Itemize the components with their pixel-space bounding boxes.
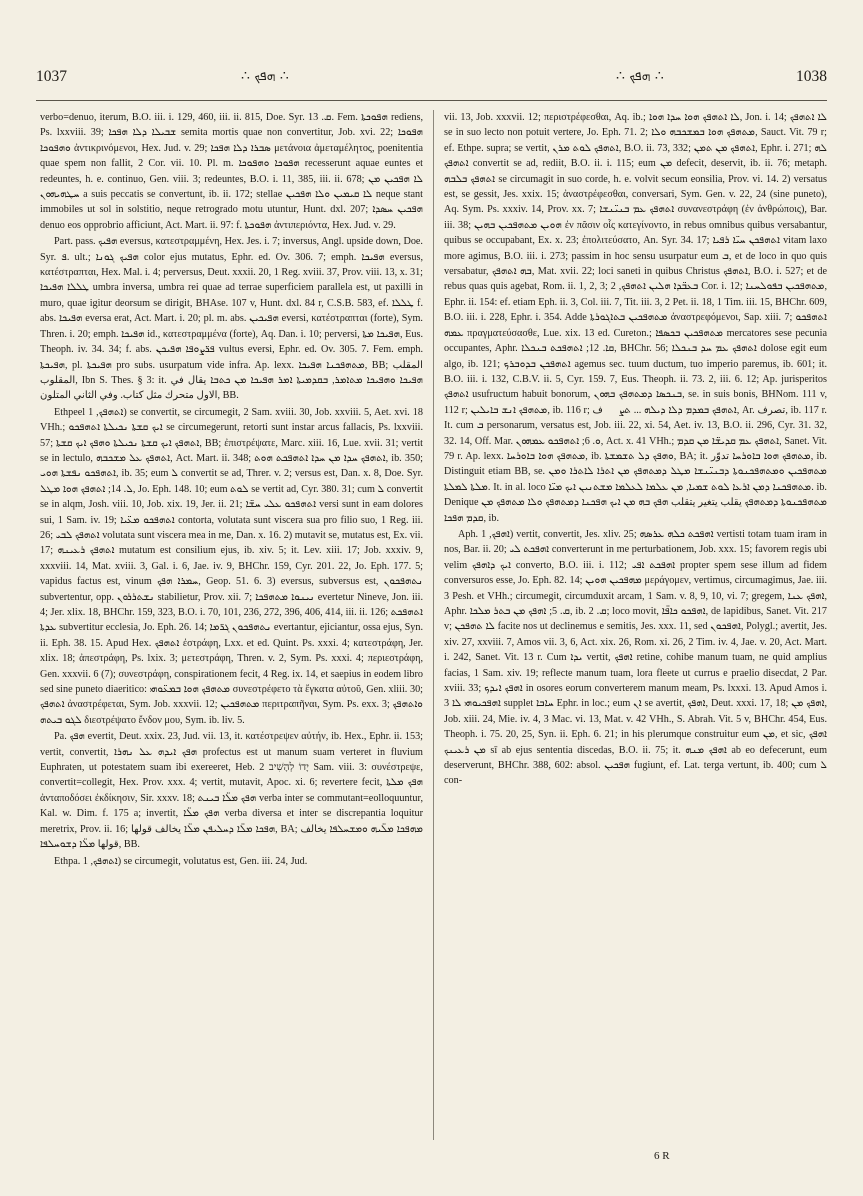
entry-paragraph: Ethpa. ܐܬܗܦܟ, 1) se circumegit, volutatus est, Gen. iii. 24, Jud. xyxy=(54,855,308,867)
entry-paragraph: vii. 13, Job. xxxvii. 12; περιστρέφεσθαι, Aq. ib.; ܠܐ ܐܬܗܦܟ ܗܘܐ ܚܕܐ ܗܘܐ, Jon. i. 14; ܠܐ ܐܬܗܦܟ se in suo lecto non potuit vertere, Jo. Eph. 71. 2; ܡܬܗܦܟ ܗܘܐ ܒܡܫܟܒܗ ܘܠܐ, Sauct. Vit. 79 r; ef. Ethpe. supra; se vertit, ܐܬܗܦܟ ܠܘܬ ܡܪܢ, B.O. ii. 73, 332; ܐܬܗܦܟ ܡܢ ܬܡܢ, Ephr. i. 271; ܠܗ ܐܬܗܦܟ convertit se ad, rediit, B.O. ii. i. 115; eum ܡܢ defecit, deservit, ib. ii. 76; metaph. ܐܬܗܦܟ ܒܠܒܗ se circumagit in suo corde, h. e. volvit secum eonsilia, Prov. vi. 14. 2) versatus est, se gessit, Jes. xxix. 15; ἀναστρέφεσθαι, conversari, Sym. Gen. v. 22, 24 (sine puneto), Aq. Sym. Ps. xxxiv. 14, Prov. xx. 7; ܐܬܗܦܟ ܥܡ ܒܢܝ̈ܢܫܐ συνανεστράφη (ἐν ἀνθρώποις), Bar. iii. 38; ܗܘܝܢ ܡܬܗܦܟܝܢ ܒܗܝܢ ἐν πᾶσιν οἷς κατεγίνοντο, in rebus omnibus quibus versabantur, quibus se occupabant, Ex. x. 23; ἐπολιτεύσατο, An. Syr. 34. 17; ܐܬܗܦܟܢ ܚܝ̈ܐ ܪܦܝܐ vitam laxo more agimus, B.O. iii. i. 273; passim in hoc sensu usurpatur eum ܒ, et de loco in quo quis versabatur, ܒܗ ܐܬܗܦܟ, Mat. xvii. 22; loci saneti in quibus Christus ܐܬܗܦܟ, B.O. i. 527; et de rebus quas quis agebat, Rom. ii. 1, 2, 3; ܒܥܒ̈ܕܐ ܗܠܝܢ ܐܬܗܦܟ, 2 Cor. i. 12; ܡܬܗܦܟܝܢ ܒܦܘܠܚܢܐ, Ephr. ii. 154: ef. etiam Eph. ii. 3, Col. iii. 7, Tit. iii. 3, 2 Pet. ii. 18, 1 Tim. iii. 15, BHChr. 609, B.O. iii. i. 228, Ephr. i. 354. Adde ܡܬܗܦܟܝܢ ܒܬܐܓܘܪܬܐ ἀναστρεφόμενοι, Sap. xiii. 7; ܐܬܗܦܟܘ ܥܡܗ πραγματεύσασθε, Lue. xix. 13 ed. Cureton.; ܡܬܗܦܟܝܢ ܒܟܣܦܐ mercatores sese pecunia occupantes, Aphr. ܩܐ. 12; ܐܬܗܦܟܬ ܒܢܟܠܐ, BHChr. 56; ܐܬܗܦܟ ܥܡ ܚܕ ܒܢܟܠܐ dolose egit eum algo, ib. 121; ܐܬܗܦܟܢ ܒܕܘܒܪܟ agemus sec. tuum ductum, tuo imperio paremus, ib. 601; it. B.O. iii. i. 132, C.B.V. ii. 5, Cyr. 159. 7, Eus. Theoph. ii. 73. 2, iii. 6. 12; Ap. jurisperitos ܐܬܗܦܟ usufructum habuit bonorum, ܒܢܟܣܐ ܕܡܬܗܦܟ ܒܗܘܢ, se. in suis bonis, BHNom. 111 v, 112 r; ܡܬܗܦܟ ܐܢܫ ܒܐܝܠܝܢ, ib. 116 r; ܐܬܗܦܟ ܒܡܕܡ ܕܠܐ ܕܝܠܗ ... ܬܨܪّف, Ar. تصرف, ib. 117 r. It. cum ܒ personarum, versatus est, Job. iii. 22, xi. 54, Aet. iv. 13, B.O. ii. 296, Cyr. 31. 32, 32. 14, Off. Mar. ܘ. 6; ܐܬܗܦܟܘ ܥܡܗܘܢ, Act. x. 41 VHh.; ܐܬܗܦܟ ܥܡ ܩܕܝܫ̈ܐ ܡܢ ܩܕܡ, Sanet. Vit. 79 r. Ap. lexx. ܡܬܗܦܟ ܗܘܐ ܒܐܘܪܚܐ, ib. ܘܗܦܟ ܕܠ ܬܫܡܫܬܐ, BA; it. ܡܬܗܦܟ ܗܘܐ ܒܐܘܪܚܐ تدوّر, ib. Distinguit etiam BB, se. ܡܬܗܦܟܝܢ ܘܡܬܗܦܟܢܘܬܐ ܕܒܢܝ̈ܢܫܐ ܡܛܠ ܕܡܬܗܦܟ ܡܢ ܐܬܪܐ ܠܐܬܪܐ ܘܡܢ ܡܠܬܐ ܠܡܠܬܐ. It. in al. loco ܡܬܗܦܟܢܐ ܕܡܢ ܐܪܥܐ ܠܘܬ ܫܡܝܐ, ܡܢ ܥܠܡܐ ܠܥܠܡܐ ܡܫܬܢܝܢ ܐܝܟ ܡܝ̈ܐ. ib. Denique ܡܬܗܦܟܢܘܬܐ ܕܡܬܗܦܟ يقلب يتغير يتقلب ܗܦܟ ܒܗ ܡܢ ܐܝܟ ܗܦܟܢܐ ܕܡܬܗܦܟ ܘܠܐ ܡܬܗܦܟ ܡܢ ܩܕܡ ܗܦܟܐ, ib. xyxy=(444,112,827,524)
entry-paragraph: Aph. ܐܗܦܟ, 1) vertit, convertit, Jes. xliv. 25; ܐܗܦܟܬ ܟܠܗ ܥܪܣܗ vertisti totam tuam iram in nos, Bar. ii. 20; ܐܗܦܟܬ ܠܝ converterunt in me perturbationem, Job. xxx. 15; favorem regis ubi velim ܐܝܟ ܕܐܗܦܟ converto, B.O. iii. i. 112; ܐܗܦܟܬ ܐܦܝ propter spem sese illum ad fidem conversuros esse, Jo. Eph. 82. 14; ܡܗܦܟܝܢ ܗܘܝܢ μεράγομεν, vertimus, circumagimus, Jae. iii. 3 Pesh. et VHh.; circumegit, circumduxit arcam, 1 Sam. v. 8, 9, 10, vi. 7; gregem, ܐܗܦܟ ܥܢܐ, Aphr. ܩ. 5; ܐܗܦܟ ܡܢ ܒܬܪ ܡܠܟܐ, ib. ܩ. 2; loco movit, ܐܗܦܟܘ ܟܐܦ̈ܐ, de lapidibus, Sanet. Vit. 217 v; ܠܐ ܬܗܦܟܢ facite nos ut declinemus e semitis, Jes. xxx. 11, sed ܐܗܦܟܘܢ, Polygl.; avertit, Jes. xiv. 27, xxviii. 7, Amos vii. 3, 6, Act. xix. 26, Rom. xi. 26, 2 Tim. iv. 4, Jae. v. 20, Act. Mart. i. 242, Sanet. Vit. 13 r. Cum ܝܕܐ vertit, ܐܗܦܟ retine, cohibe manum tuam, ne quid amplius facias, 1 Sam. xiv. 19; reflecte manum tuam, lora fleete ut currus e praelio disecdat, 2 Par. xviii. 33; ܐܗܦܟ ܐܝܕܟ in osores eorum converterem manum meam, Ps. lxxxi. 13. Apud Amos i. 3 ܐܗܦܟܝܘܗܝ ܠܐ supplet ܚܐܒܐ Ephr. in loc.; eum ܐܢ se avertit, ܐܗܦܟ, Deut. xxxi. 17, 18; ܐܗܦܟ ܡܢ, Job. xiii. 24, Mie. iv. 4, 3 Mac. vi. 13, Mat. v. 42 VHh., S. Abrah. Vit. 5 v, BHChr. 454, Eus. Theoph. i. 75. 20, 25, Syn. ii. Eph. 6. 21; in his plerumque construitur eum ܡܢ, et sic, ܐܗܦܟ ܡܢ ܪܥܝܢܟ sī ab ejus sententia discedas, B.O. ii. 75; it. ܐܗܦܟ ܡܢܗ ab eo defecerunt, eum deserverunt, BHChr. 388, 602: absol. ܗܦܟܝܢ fugiunt, ef. Lat. terga vertunt, ib. 400; cum ܠ con- xyxy=(444,528,827,787)
entry-paragraph: verbo=denuo, iterum, B.O. iii. i. 129, 460, iii. ii. 815, Doe. Syr. ܩ. 13. Fem. ܗܦܘܟܬܐ rediens, Ps. lxxviii. 39; ܫܒܝܠܐ ܕܠܐ ܗܦܟܐ semita mortis quae non convertitur, Job. xvi. 22; ܗܦܘܟܐ ܘܗܦܘܟܐ ἀντικρινόμενοι, Hex. Jud. v. 29; ܣܒܪܐ ܕܠܐ ܗܦܟܐ μετάνοια ἀμεταμέλητος, poenitentia quae spem non fallit, 2 Cor. vii. 10. Pl. m. ܗܦܘܟܐ ܘܗܦܘܟܐ recesserunt aquae euntes et redeuntes, h. e. continuo, Gen. viii. 3; redeuntes, B.O. i. 11, 385, iii. ii. 678; ܠܐ ܗܦܟܝܢ ܡܢ ܚܛܗܝܗܘܢ a suis peccatis se convertunt, ib. ii. 172; stellae ܠܐ ܩܝܡܝܢ ܘܠܐ ܗܦܟܝܢ neque stant immobiles ut sol in solstitio, neque retrogrado motu utuntur, Hunt. dxl. 207; ܗܦܟܝܢ ܚܣܕܐ denuo eos opprobrio afficiunt, Act. Mart. ii. 97: f. ܗܦܘܟܬܐ ἀντιπεριόντα, Hex. Jud. v. 29. xyxy=(40,112,423,231)
header-rule xyxy=(36,100,827,101)
left-column xyxy=(40,110,423,1150)
right-page-number: 1038 xyxy=(796,68,827,85)
entry-paragraph: Pa. ܗܦܟ evertit, Deut. xxix. 23, Jud. vii. 13, it. κατέστρεψεν αὐτήν, ib. Hex., Ephr. ii. 153; vertit, convertit, ܗܦܟ ܐܝܕܗ ܥܠ ܢܗܪܐ profectus est ut manum suam verteret in fluvium Euphraten, ut potestatem suam ibi exereeret, Heb. יָדוֹ לְהָשִׁיב 2 Sam. viii. 3: συνέστρεψε, convertit=collegit, Hex. Prov. xxx. 4; vertit, mutavit, Apoc. xi. 6; revertere fecit, ܗܦܟ ܡܠܬܐ ἀνταποδόσει ἐκδίκησιν, Sir. xxxv. 18; ܗܦܟ ܡܠ̈ܐ ܒܝܢܬ verba inter se commutant=eolloquuntur, Kal. w. Dim. f. 175 a; invertit, ܗܦܟ ܡܠ̈ܐ verba diversa et inter se discrepantia loquitur meretrix, Prov. ii. 16; ܗܦܟܐ ܡܠ̈ܐ ܕܚܠܝܦܢ ܡܠ̈ܐ يخالف قولها, BA; ܡܗܦܟܐ ܡܠ̈ܝܗ ܘܡܫܚܠܦܐ يخالف قولها ܡܠ̈ܐ ܕܫܘܚܠܦܐ, BB. xyxy=(40,731,423,851)
entry-paragraph: Part. pass. ܗܦܝܟ eversus, κατεστραμμένη, Hex. Jes. i. 7; inversus, Angl. upside down, Doe. Syr. ܦ. ult.; ܗܦܝܟ ܓܘܢܐ color ejus mutatus, Ephr. ed. Ov. 306. 7; emph. ܗܦܝܟܐ eversus, κατέστραπται, Hex. Mal. i. 4; perversus, Deut. xxxii. 20, 1 Reg. xviii. 37, Prov. viii. 13, x. 31; ܛܠܠܐ ܗܦܝܟܐ umbra inversa, umbra rei quae ad terrae superficiem parallela est, ut paxilli in muro, quae igitur deorsum se dirigit, BHAse. 107 v, Hunt. dxl. 84 r, C.S.B. 583, ef. ܛܠܠܐ f. abs. ܗܦܝܟܐ eversa erat, Act. Mart. i. 20; pl. m. abs. ܗܦܝܟܝܢ eversi, κατέστραπται (forte), Sym. Thren. i. 20; emph. ܗܦܝܟܐ id., κατεστραμμένα (forte), Aq. Dan. i. 10; perversi, ܗܦܝܟܐ ܡܬܐ, Eus. Theoph. iv. 34. 34; f. abs. ܦܪ̈ܨܘܦܐ ܗܦܝܟܢ vultus eversi, Ephr. ed. Ov. 305. 7. Fem. emph. ܗܦܝܟܬܐ, pl. ܗܦܝܟܬܐ pro subs. usurpatum vide infra. Ap. lexx. ܡܬܗܦܟܢܐ ܗܦܝܟܐ, BB; المقلب المقلوب, Ibn S. Thes. § 3: it. ܗܦܝܟܐ ܘܗܦܝܟܐ ܡܬܐܡܪ, ܒܩܕܡܝܬܐ ܐܡܪ ܗܦܝܟܐ ܡܢ ܟܬܒܐ يقال في الاول متحرك مثل كتاب. وفي الثاني المتلون, BB. xyxy=(40,236,423,402)
page-header xyxy=(36,62,827,92)
right-column xyxy=(444,110,827,1150)
entry-paragraph: Ethpeel ܐܬܗܦܟ, 1) se convertit, se circumegit, 2 Sam. xviii. 30, Job. xxviii. 5, Aet. xvi. 18 VHh.; ܐܝܟ ܩܫܬܐ ܢܟܝܠܬܐ ܐܬܗܦܟܘ se circumegerunt, retorti sunt instar arcus fallacis, Ps. lxxviii. 57; ܐܬܗܦܟ ܐܝܟ ܩܫܬܐ ܢܟܝܠܬܐ ܘܗܦܟ ܐܝܟ ܩܫܬܐ, BB; ἐπιστρέψατε, Marc. xiii. 16, Lue. xvii. 31; vertit se in lectulo, ܐܬܗܦܟ ܥܠ ܡܫܟܒܗ, Act. Mart. ii. 348; ܐܬܗܦܟ ܚܕܐ ܡܢ ܚܕܐ ܐܬܗܦܟܬ ܗܘܬ, ib. 350; ܐܬܗܦܟܘ ܢܦܫܬܐ ܗܘܝ, ib. 35; eum ܠ convertit se ad, Threr. v. 2; versus est, Dan. x. 8, Doe. Syr. ܠ. 14; ܐܬܗܦܟ ܗܘܐ ܡܛܠ, Jo. Eph. 148. 10; eum ܠܘܬ se vertit ad, Cyr. 380. 31; cum ܠ convertit se in alqm, Josh. viii. 10, Job. xix. 19, Jer. ii. 21; ܐܬܗܦܟܘ ܥܠܝ ܚܫ̈ܐ versi sunt in eam dolores sui, 1 Sam. iv. 19; ܐܬܗܦܟܘ ܡܥ̈ܝܐ contorta, volutata sunt viscera sua pro filio suo, 1 Reg. iii. 26; ܐܬܗܦܟ ܠܒܝ volutata sunt viscera mea in me, Dan. x. 16. 2) mutavit se, mutatus est, Ex. vii. 17; ܐܬܗܦܟ ܪܥܝܢܗ mutatum est consilium ejus, ib. xiv. 5; it. Lev. xiii. 17; Job. xxxiv. 9, xxxviii. 14, Mat. xviii. 3, Gal. i. 6, Jae. iv. 9, BHChr. 159, Cyr. 201. 22, Jo. Eph. 177. 5; vapidus factus est, vinum ܚܡܪܐ ܗܦܟ, Geop. 51. 6. 3) eversus, subversus est, ܢܬܗܦܟܘܢ subvertentur, opp. ܢܫܬܪܪܘܢ stabilietur, Prov. xii. 7; ܢܝܢܘܐ ܡܬܗܦܟܐ evertetur Nineve, Jon. iii. 4; Jer. xlix. 18, BHChr. 159, 323, B.O. i. 70, 101, 236, 272, 396, 406, 414, iii. ii. 126; ܐܬܗܦܟܬ ܥܕܬܐ subvertitur ecclesia, Jo. Eph. 26. 14; ܢܬܗܦܟܘܢ ܓܪ̈ܡܐ evertantur, ejiciantur, ossa ejus, Syn. ii. Eph. 38. 15. Apud Hex. ܐܬܗܦܟ ἐστράφη, Lxx. et ed. Quint. Ps. xxxi. 4; κατεστράφη, Jer. xlix. 18; ἀπεστράφη, Ps. lxix. 3; μετεστράφη, Thren. v. 2, Sym. Ps. xxxi. 4; περιεστράφη, Gen. xxxvii. 6 (7); συνεστράφη, conspirationem fecit, 4 Reg. ix. 14, et saepius in eodem libro sed sine puneto diaeritico: ܡܬܗܦܟ ܗܘܐ ܒܡܥ̈ܘܗܝ συνεστρέφετο τὰ ἔγκατα αὐτοῦ, Gen. xliii. 30; ܐܬܗܦܟ ἀναστρέφεται, Sym. Job. xxxvii. 12; ܡܬܗܦܟܝܢ περιτραπῆναι, Sym. Ps. exx. 3; ܘܐܬܗܦܟ ܠܓܘ ܒܝܬܗ διεστρέψατο ἔνδον μου, Sym. ib. liv. 5. xyxy=(40,406,423,726)
column-divider xyxy=(433,110,434,1140)
right-running-head: ∴ ܗܦܟ ∴ xyxy=(616,68,664,84)
left-page-number: 1037 xyxy=(36,68,67,85)
signature-mark: 6 R xyxy=(654,1150,670,1162)
left-running-head: ∴ ܗܦܟ ∴ xyxy=(241,68,289,84)
